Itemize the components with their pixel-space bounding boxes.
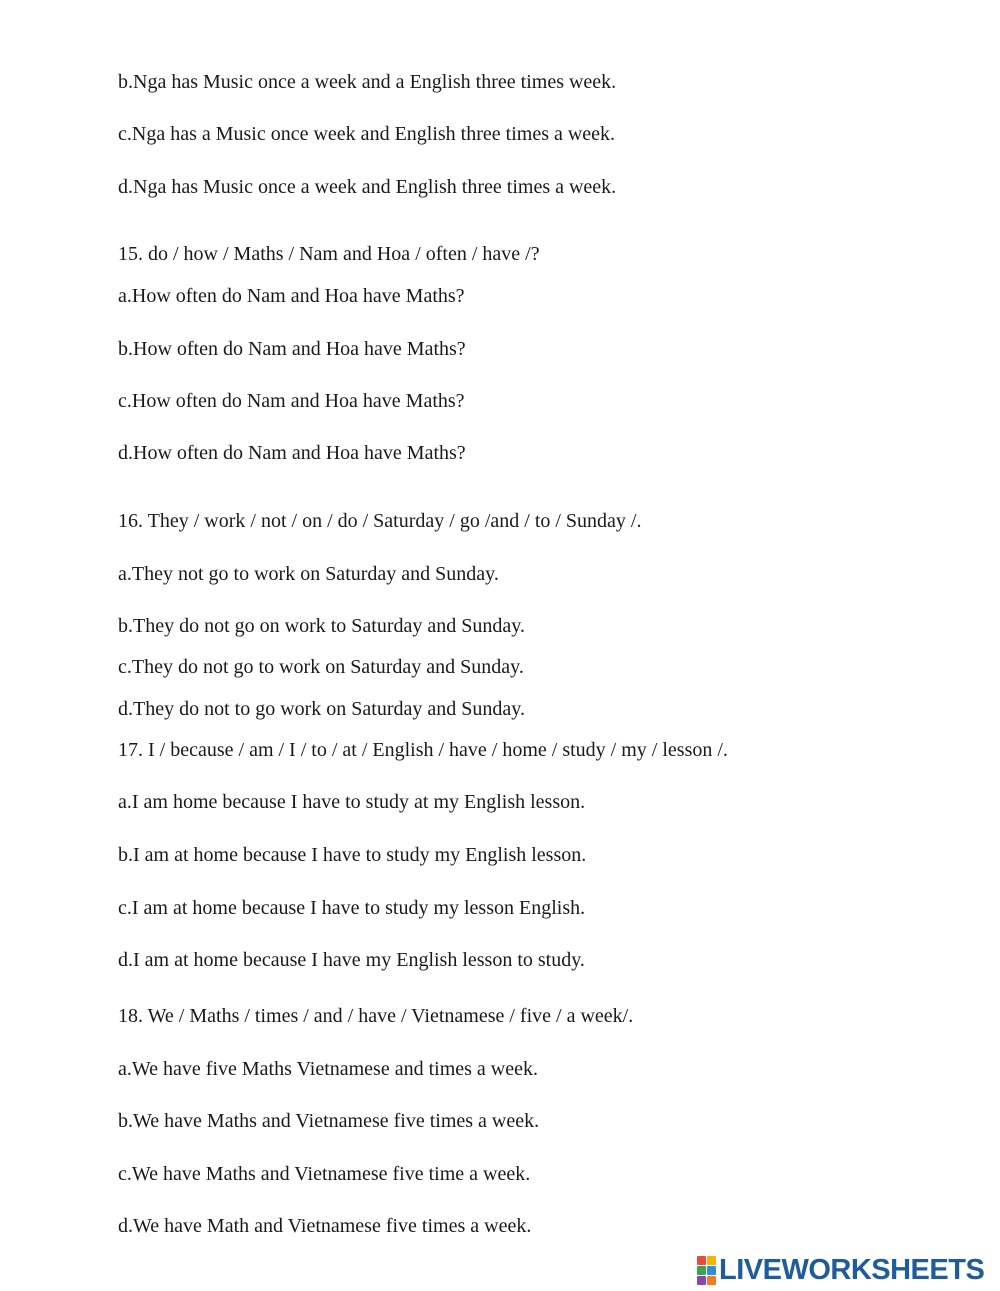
- q18-option-c: c.We have Maths and Vietnamese five time a week.: [118, 1163, 531, 1185]
- logo-blocks-icon: [697, 1256, 716, 1285]
- q15-option-a: a.How often do Nam and Hoa have Maths?: [118, 285, 465, 307]
- q18-option-a: a.We have five Maths Vietnamese and times a week.: [118, 1058, 538, 1080]
- logo-block: [707, 1266, 716, 1275]
- logo-block: [697, 1276, 706, 1285]
- liveworksheets-logo[interactable]: [697, 1255, 984, 1285]
- logo-block: [697, 1266, 706, 1275]
- q15-option-b: b.How often do Nam and Hoa have Maths?: [118, 338, 466, 360]
- q17-prompt: 17. I / because / am / I / to / at / English / have / home / study / my / lesson /.: [118, 739, 728, 761]
- logo-block: [707, 1256, 716, 1265]
- q17-option-a: a.I am home because I have to study at my English lesson.: [118, 791, 586, 813]
- q15-prompt: 15. do / how / Maths / Nam and Hoa / often / have /?: [118, 243, 540, 265]
- logo-text: LIVEWORKSHEETS: [719, 1254, 985, 1286]
- q16-prompt: 16. They / work / not / on / do / Saturday / go /and / to / Sunday /.: [118, 510, 642, 532]
- q14-option-c: c.Nga has a Music once week and English three times a week.: [118, 123, 616, 145]
- logo-block: [697, 1256, 706, 1265]
- q14-option-b: b.Nga has Music once a week and a English three times week.: [118, 71, 617, 93]
- q16-option-b: b.They do not go on work to Saturday and Sunday.: [118, 615, 525, 637]
- q18-option-d: d.We have Math and Vietnamese five times a week.: [118, 1215, 532, 1237]
- q15-option-d: d.How often do Nam and Hoa have Maths?: [118, 442, 466, 464]
- q16-option-c: c.They do not go to work on Saturday and Sunday.: [118, 656, 524, 678]
- q18-option-b: b.We have Maths and Vietnamese five times a week.: [118, 1110, 540, 1132]
- q17-option-c: c.I am at home because I have to study my lesson English.: [118, 897, 586, 919]
- logo-block: [707, 1276, 716, 1285]
- q16-option-a: a.They not go to work on Saturday and Sunday.: [118, 563, 499, 585]
- q18-prompt: 18. We / Maths / times / and / have / Vietnamese / five / a week/.: [118, 1005, 634, 1027]
- q15-option-c: c.How often do Nam and Hoa have Maths?: [118, 390, 465, 412]
- q17-option-d: d.I am at home because I have my English lesson to study.: [118, 949, 585, 971]
- q14-option-d: d.Nga has Music once a week and English three times a week.: [118, 176, 617, 198]
- q16-option-d: d.They do not to go work on Saturday and Sunday.: [118, 698, 525, 720]
- q17-option-b: b.I am at home because I have to study my English lesson.: [118, 844, 587, 866]
